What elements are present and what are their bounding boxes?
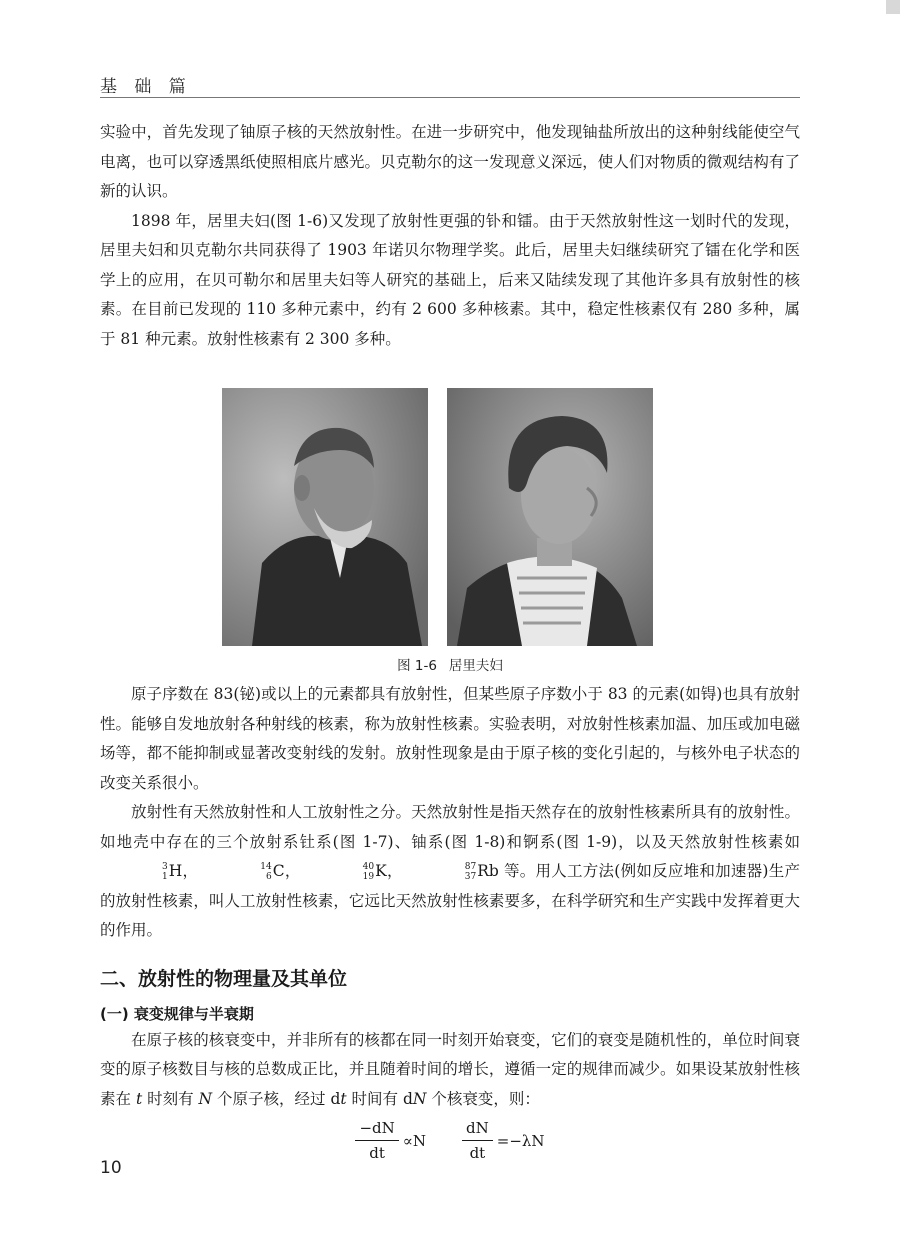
- nuclide-mass: 40: [362, 862, 375, 872]
- nuclide-z: 1: [162, 872, 168, 882]
- numerator: −dN: [355, 1118, 398, 1141]
- denominator: dt: [369, 1144, 385, 1162]
- nuclide-z: 37: [464, 872, 477, 882]
- section-heading: 二、放射性的物理量及其单位: [100, 967, 348, 990]
- marie-curie-photo: [447, 388, 653, 646]
- nuclide-z: 19: [362, 872, 375, 882]
- fraction: [355, 1118, 398, 1163]
- denominator: dt: [469, 1144, 486, 1162]
- subsection-heading: (一) 衰变规律与半衰期: [100, 1004, 254, 1023]
- relation: ∝N: [402, 1131, 427, 1150]
- nuclide-symbol: C: [272, 862, 285, 880]
- page-number: 10: [100, 1158, 122, 1178]
- paragraph-5-text: 个核衰变，则：: [426, 1089, 540, 1108]
- nuclide-k40: [301, 857, 387, 887]
- figure-caption-text: 居里夫妇: [448, 658, 503, 674]
- nuclide-z: 6: [266, 872, 272, 882]
- proportional-formula: [355, 1118, 426, 1163]
- paragraph-4: [100, 798, 800, 946]
- paragraph-1: 实验中，首先发现了铀原子核的天然放射性。在进一步研究中，他发现铀盐所放出的这种射线能使空气电离，也可以穿透黑纸使照相底片感光。贝克勒尔的这一发现意义深远，使人们对物质的微观结构有了新的认识。: [100, 123, 800, 200]
- variable-n: N: [412, 1089, 427, 1108]
- figure-caption: [100, 654, 800, 674]
- variable-n: N: [198, 1089, 213, 1108]
- page-corner-mark: [886, 0, 900, 14]
- nuclide-h3: [100, 857, 182, 887]
- relation: =−λN: [496, 1131, 545, 1150]
- paragraph-2: 1898 年，居里夫妇(图 1-6)又发现了放射性更强的钋和镭。由于天然放射性这一划时代的发现，居里夫妇和贝克勒尔共同获得了 1903 年诺贝尔物理学奖。此后，居里夫妇继续研究了镭在化学和医学上的应用，在贝可勒尔和居里夫妇等人研究的基础上，后来又陆续发现了其他许多具有放射性的核素。在目前已发现的 110 多种元素中，约有 2 600 多种核素。其中，稳定性核素仅有 280 多种，属于 81 种元素。放射性核素有 2 300 多种。: [100, 211, 800, 348]
- paragraph-4-text-after: 等。用人工方法(例如反应堆和加速器)生产的放射性核素，叫人工放射性核素，它远比天然放射性核素要多，在科学研究和生产实践中发挥着更大的作用。: [100, 862, 800, 939]
- paragraph-5: [100, 1026, 800, 1115]
- paragraph-5-text: 个原子核，经过 d: [212, 1089, 341, 1108]
- nuclide-separator: ，: [182, 862, 199, 880]
- pierre-curie-photo: [222, 388, 428, 646]
- equality-formula: [462, 1118, 545, 1163]
- nuclide-symbol: K: [375, 862, 387, 880]
- variable-t: t: [340, 1089, 347, 1108]
- paragraph-5-text: 时刻有: [142, 1089, 199, 1108]
- marie-curie-portrait-image: [447, 388, 653, 646]
- nuclide-c14: [198, 857, 284, 887]
- header-rule: [100, 97, 800, 98]
- nuclide-list: [100, 862, 499, 880]
- paragraph-5-text: 时间有 d: [346, 1089, 413, 1108]
- fraction: [462, 1118, 493, 1163]
- nuclide-mass: 3: [162, 862, 168, 872]
- decay-formula: [100, 1118, 800, 1163]
- nuclide-rb87: [403, 857, 499, 887]
- pierre-curie-portrait-image: [222, 388, 428, 646]
- numerator: dN: [462, 1118, 493, 1141]
- nuclide-separator: ，: [284, 862, 301, 880]
- nuclide-mass: 87: [464, 862, 477, 872]
- page-content: [100, 118, 800, 1163]
- nuclide-mass: 14: [260, 862, 272, 872]
- variable-t: t: [135, 1089, 143, 1108]
- figure-1-6: [100, 380, 800, 680]
- nuclide-symbol: H: [168, 862, 183, 880]
- running-header: 基 础 篇: [100, 77, 192, 97]
- paragraph-3: 原子序数在 83(铋)或以上的元素都具有放射性，但某些原子序数小于 83 的元素(如锝)也具有放射性。能够自发地放射各种射线的核素，称为放射性核素。实验表明，对放射性核素加温、加压或加电磁场等，都不能抑制或显著改变射线的发射。放射性现象是由于原子核的变化引起的，与核外电子状态的改变关系很小。: [100, 685, 800, 792]
- nuclide-separator: ，: [386, 862, 403, 880]
- nuclide-symbol: Rb: [477, 862, 499, 880]
- paragraph-5-text: 在原子核的核衰变中，并非所有的核都在同一时刻开始衰变，它们的衰变是随机性的，单位时间衰变的原子核数目与核的总数成正比，并且随着时间的增长，遵循一定的规律而减少。如果设某放射性核素在: [100, 1030, 800, 1108]
- paragraph-4-text-before: 放射性有天然放射性和人工放射性之分。天然放射性是指天然存在的放射性核素所具有的放射性。如地壳中存在的三个放射系钍系(图 1-7)、铀系(图 1-8)和锕系(图 1-9)，以及天然放射性核素如: [100, 803, 800, 851]
- figure-number: 图 1-6: [397, 658, 437, 674]
